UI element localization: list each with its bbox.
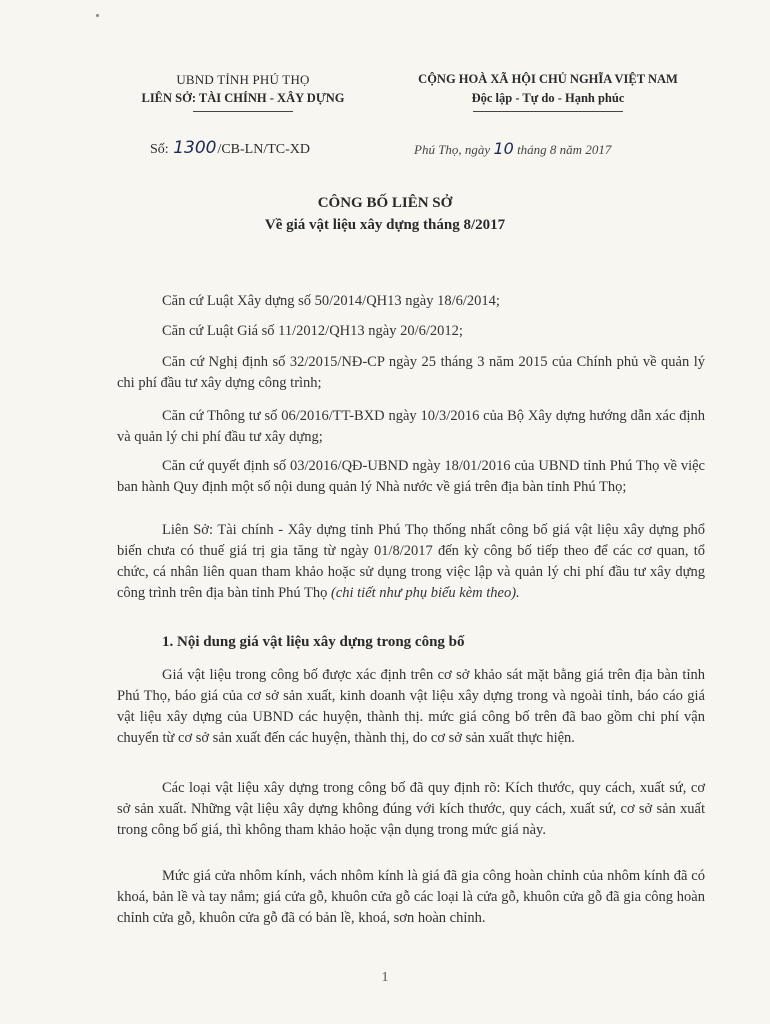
national-motto: Độc lập - Tự do - Hạnh phúc	[471, 91, 625, 105]
legal-basis-4	[117, 406, 705, 448]
doc-number-suffix: /CB-LN/TC-XD	[217, 142, 311, 157]
title-line-1: CÔNG BỐ LIÊN SỞ	[317, 195, 453, 211]
paragraph-text: Giá vật liệu trong công bố được xác định trên cơ sở khảo sát mặt bằng giá trên địa bàn tỉnh Phú Thọ, báo giá của cơ sở sản xuất, kinh doanh vật liệu xây dựng trong và ngoài tỉnh, báo cáo giá vật liệu xây dựng của UBND các huyện, thành thị. mức giá công bố trên đã bao gồm chi phí vận chuyển từ cơ sở sản xuất đến các huyện, thành thị, do cơ sở sản xuất thực hiện.	[117, 667, 705, 746]
paragraph-text: Căn cứ quyết định số 03/2016/QĐ-UBND ngày 18/01/2016 của UBND tỉnh Phú Thọ về việc ban hành Quy định một số nội dung quản lý Nhà nước về giá trên địa bàn tỉnh Phú Thọ;	[117, 458, 705, 495]
national-header	[378, 70, 718, 112]
agency-underline	[193, 111, 293, 112]
paragraph-text: Căn cứ Thông tư số 06/2016/TT-BXD ngày 10/3/2016 của Bộ Xây dựng hướng dẫn xác định và quản lý chi phí đầu tư xây dựng;	[117, 408, 705, 445]
date-prefix: Phú Thọ, ngày	[414, 142, 491, 157]
date-suffix: tháng 8 năm 2017	[517, 142, 612, 157]
announcement-main-text: Liên Sở: Tài chính - Xây dựng tỉnh Phú Thọ thống nhất công bố giá vật liệu xây dựng phổ biến chưa có thuế giá trị gia tăng từ ngày 01/8/2017 đến kỳ công bố tiếp theo để các cơ quan, tổ chức, cá nhân liên quan tham khảo hoặc sử dụng trong việc lập và quản lý chi phí đầu tư xây dựng công trình trên địa bàn tỉnh Phú Thọ	[117, 522, 705, 601]
handwritten-doc-number: 1300	[173, 138, 217, 158]
paragraph-text: Căn cứ Luật Giá số 11/2012/QH13 ngày 20/6/2012;	[162, 323, 463, 339]
price-basis-paragraph	[117, 665, 705, 749]
doc-number-prefix: Số:	[150, 142, 169, 157]
paragraph-text: Các loại vật liệu xây dựng trong công bố đã quy định rõ: Kích thước, quy cách, xuất sứ, cơ sở sản xuất. Những vật liệu xây dựng không đúng với kích thước, quy cách, xuất sứ, cơ sở sản xuất trong công bố giá, thì không tham khảo hoặc vận dụng trong mức giá này.	[117, 780, 705, 838]
paragraph-text: Căn cứ Nghị định số 32/2015/NĐ-CP ngày 25 tháng 3 năm 2015 của Chính phủ về quản lý chi phí đầu tư xây dựng công trình;	[117, 354, 705, 391]
issue-date	[414, 139, 611, 158]
announcement-paragraph	[117, 520, 705, 604]
scan-speck	[96, 14, 99, 17]
title-line-2: Về giá vật liệu xây dựng tháng 8/2017	[264, 217, 506, 233]
page-number: 1	[381, 970, 389, 985]
legal-basis-2	[117, 321, 705, 342]
legal-basis-3	[117, 352, 705, 394]
agency-name: UBND TỈNH PHÚ THỌ	[176, 72, 310, 87]
agency-header	[108, 70, 378, 112]
material-spec-paragraph	[117, 778, 705, 841]
appendix-note: (chi tiết như phụ biểu kèm theo).	[330, 585, 520, 601]
paragraph-text: Mức giá cửa nhôm kính, vách nhôm kính là giá đã gia công hoàn chỉnh của nhôm kính đã có khoá, bản lề và tay nắm; giá cửa gỗ, khuôn cửa gỗ các loại là cửa gỗ, khuôn cửa gỗ đã gia công hoàn chỉnh cửa gỗ, khuôn cửa gỗ đã có bản lề, khoá, sơn hoàn chỉnh.	[117, 868, 705, 926]
motto-underline	[473, 111, 623, 112]
joint-department-name: LIÊN SỞ: TÀI CHÍNH - XÂY DỰNG	[141, 91, 345, 105]
document-number	[150, 138, 310, 158]
document-title	[0, 192, 770, 236]
paragraph-text: Căn cứ Luật Xây dựng số 50/2014/QH13 ngày 18/6/2014;	[162, 293, 500, 309]
legal-basis-1	[117, 291, 705, 312]
handwritten-day: 10	[493, 139, 514, 158]
paragraph-text	[117, 520, 705, 604]
section-1-heading: 1. Nội dung giá vật liệu xây dựng trong công bố	[162, 634, 465, 650]
door-price-paragraph	[117, 866, 705, 929]
legal-basis-5	[117, 456, 705, 498]
country-name: CỘNG HOÀ XÃ HỘI CHỦ NGHĨA VIỆT NAM	[418, 72, 678, 86]
